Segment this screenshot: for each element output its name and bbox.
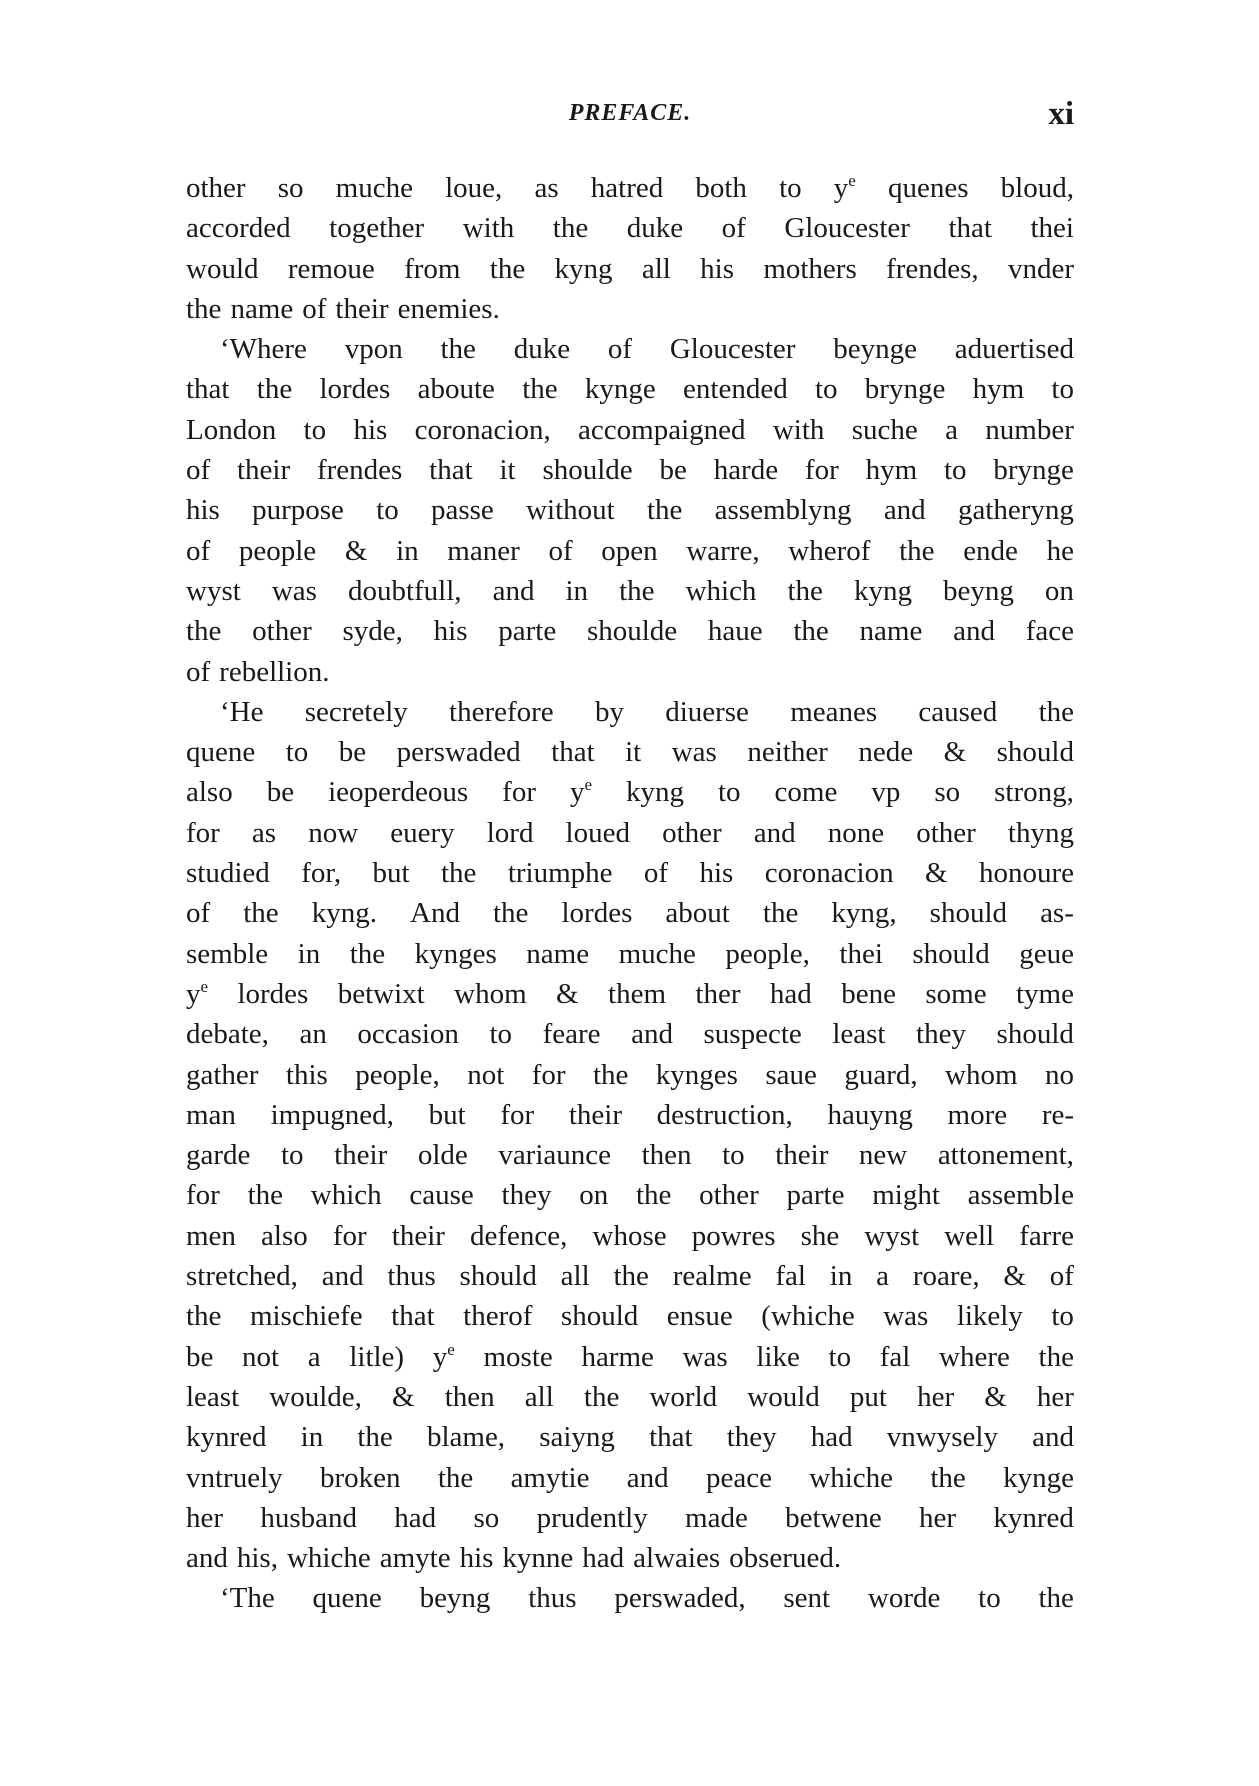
text-line: garde to their olde variaunce then to their new attonement, <box>186 1139 1074 1172</box>
text-line: men also for their defence, whose powres she wyst well farre <box>186 1219 1074 1252</box>
text-line: studied for, but the triumphe of his coronacion & honoure <box>186 857 1074 890</box>
paragraph <box>186 168 1074 329</box>
text-line: her husband had so prudently made betwene her kynred <box>186 1501 1074 1534</box>
text-line: his purpose to passe without the assemblyng and gatheryng <box>186 494 1074 527</box>
text-line: and his, whiche amyte his kynne had alwaies obserued. <box>186 1542 842 1575</box>
text-line: stretched, and thus should all the realme fal in a roare, & of <box>186 1260 1074 1293</box>
text-line: accorded together with the duke of Gloucester that thei <box>186 212 1074 245</box>
text-line: that the lordes aboute the kynge entended to brynge hym to <box>186 373 1074 406</box>
text-line: of people & in maner of open warre, wherof the ende he <box>186 534 1074 567</box>
text-line: of the kyng. And the lordes about the kyng, should as- <box>186 897 1074 930</box>
text-line: be not a litle) $y^e$ moste harme was like to fal where the <box>186 1339 1074 1373</box>
text-line: for the which cause they on the other parte might assemble <box>186 1179 1074 1212</box>
text-line: for as now euery lord loued other and none other thyng <box>186 816 1074 849</box>
text-line: London to his coronacion, accompaigned with suche a number <box>186 413 1074 446</box>
text-line: wyst was doubtfull, and in the which the kyng beyng on <box>186 574 1074 607</box>
running-head <box>186 96 1074 140</box>
running-title: PREFACE. <box>568 100 692 126</box>
text-line: quene to be perswaded that it was neither nede & should <box>186 736 1074 769</box>
text-line: of their frendes that it shoulde be harde for hym to brynge <box>186 454 1074 487</box>
page-number: xi <box>1048 96 1074 132</box>
text-line: $y^e$ lordes betwixt whom & them ther had bene some tyme <box>186 976 1074 1010</box>
text-line: man impugned, but for their destruction, hauyng more re- <box>186 1098 1074 1131</box>
text-line: would remoue from the kyng all his mothers frendes, vnder <box>186 252 1074 285</box>
text-line: other so muche loue, as hatred both to $y^e$ quenes bloud, <box>186 171 1074 204</box>
text-line: ‘The quene beyng thus perswaded, sent worde to the <box>220 1582 1074 1615</box>
text-line: debate, an occasion to feare and suspecte least they should <box>186 1018 1074 1051</box>
text-line: gather this people, not for the kynges saue guard, whom no <box>186 1058 1074 1091</box>
text-line: of rebellion. <box>186 655 330 688</box>
text-line: vntruely broken the amytie and peace whiche the kynge <box>186 1461 1074 1494</box>
text-line: semble in the kynges name muche people, thei should geue <box>186 937 1074 970</box>
body-text <box>186 168 1074 1619</box>
text-line: the other syde, his parte shoulde haue the name and face <box>186 615 1074 648</box>
paragraph <box>186 1578 1074 1618</box>
paragraph <box>186 692 1074 1579</box>
text-line: kynred in the blame, saiyng that they had vnwysely and <box>186 1421 1074 1454</box>
text-line: the name of their enemies. <box>186 292 500 325</box>
text-line: least woulde, & then all the world would put her & her <box>186 1380 1074 1413</box>
text-line: ‘Where vpon the duke of Gloucester beynge aduertised <box>220 333 1074 366</box>
text-line: the mischiefe that therof should ensue (whiche was likely to <box>186 1300 1074 1333</box>
paragraph <box>186 329 1074 692</box>
text-line: ‘He secretely therefore by diuerse meanes caused the <box>220 695 1074 728</box>
text-line: also be ieoperdeous for $y^e$ kyng to come vp so strong, <box>186 775 1074 809</box>
